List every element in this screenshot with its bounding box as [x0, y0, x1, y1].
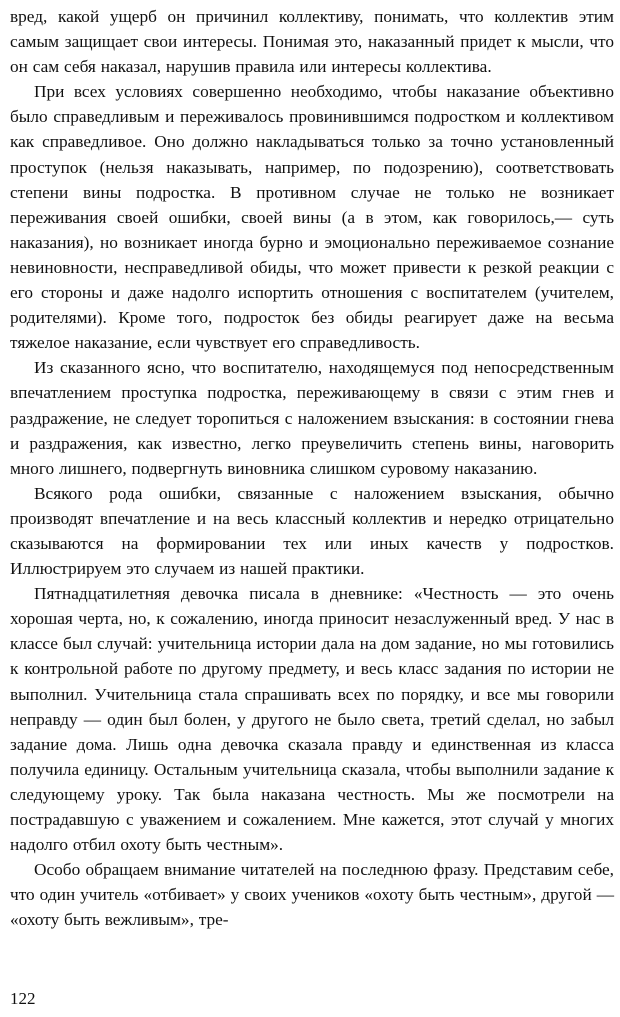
page-number: 122: [10, 989, 36, 1008]
paragraph-anger-warning: Из сказанного ясно, что воспитателю, находящемуся под непосредственным впечатлением проступка подростка, переживающему в связи с этим гнев и раздражение, не следует торопиться с наложением взыскания: в состоянии гнева и раздражения, как известно, легко преувеличить степень вины, наговорить много лишнего, подвергнуть виновника слишком суровому наказанию.: [10, 358, 614, 478]
paragraph-mistakes-effect: Всякого рода ошибки, связанные с наложением взыскания, обычно производят впечатление и на весь классный коллектив и нередко отрицательно сказываются на формировании тех или иных качеств у подростков. Иллюстрируем это случаем из нашей практики.: [10, 483, 614, 579]
paragraph-last-phrase: Особо обращаем внимание читателей на последнюю фразу. Представим себе, что один учитель «отбивает» у своих учеников «охоту быть честным», другой — «охоту быть вежливым», тре-: [10, 860, 614, 930]
paragraph-continuation: вред, какой ущерб он причинил коллективу, понимать, что коллектив этим самым защищает свои интересы. Понимая это, наказанный придет к мысли, что он сам себя наказал, нарушив правила или интересы коллектива.: [10, 7, 614, 77]
paragraph-diary-quote: Пятнадцатилетняя девочка писала в дневнике: «Честность — это очень хорошая черта, но, к сожалению, иногда приносит незаслуженный вред. У нас в классе был случай: учительница истории дала на дом задание, но мы готовились к контрольной работе по другому предмету, и весь класс задания по истории не выполнил. Учительница стала спрашивать всех по порядку, и все мы говорили неправду — один был болен, у другого не было света, третий сделал, но забыл задание дома. Лишь одна девочка сказала правду и единственная из класса получила единицу. Остальным учительница сказала, чтобы выполнили задание к следующему уроку. Так была наказана честность. Мы же посмотрели на пострадавшую с уважением и сожалением. Мне кажется, этот случай у многих надолго отбил охоту быть честным».: [10, 584, 614, 855]
paragraph-punishment-fairness: При всех условиях совершенно необходимо, чтобы наказание объективно было справедливым и переживалось провинившимся подростком и коллективом как справедливое. Оно должно накладываться только за точно установленный проступок (нельзя наказывать, например, по подозрению), соответствовать степени вины подростка. В противном случае не только не возникает переживания своей ошибки, своей вины (а в этом, как говорилось,— суть наказания), но возникает иногда бурно и эмоционально переживаемое сознание невиновности, несправедливой обиды, что может привести к резкой реакции с его стороны и даже надолго испортить отношения с воспитателем (учителем, родителями). Кроме того, подросток без обиды реагирует даже на весьма тяжелое наказание, если чувствует его справедливость.: [10, 82, 614, 353]
